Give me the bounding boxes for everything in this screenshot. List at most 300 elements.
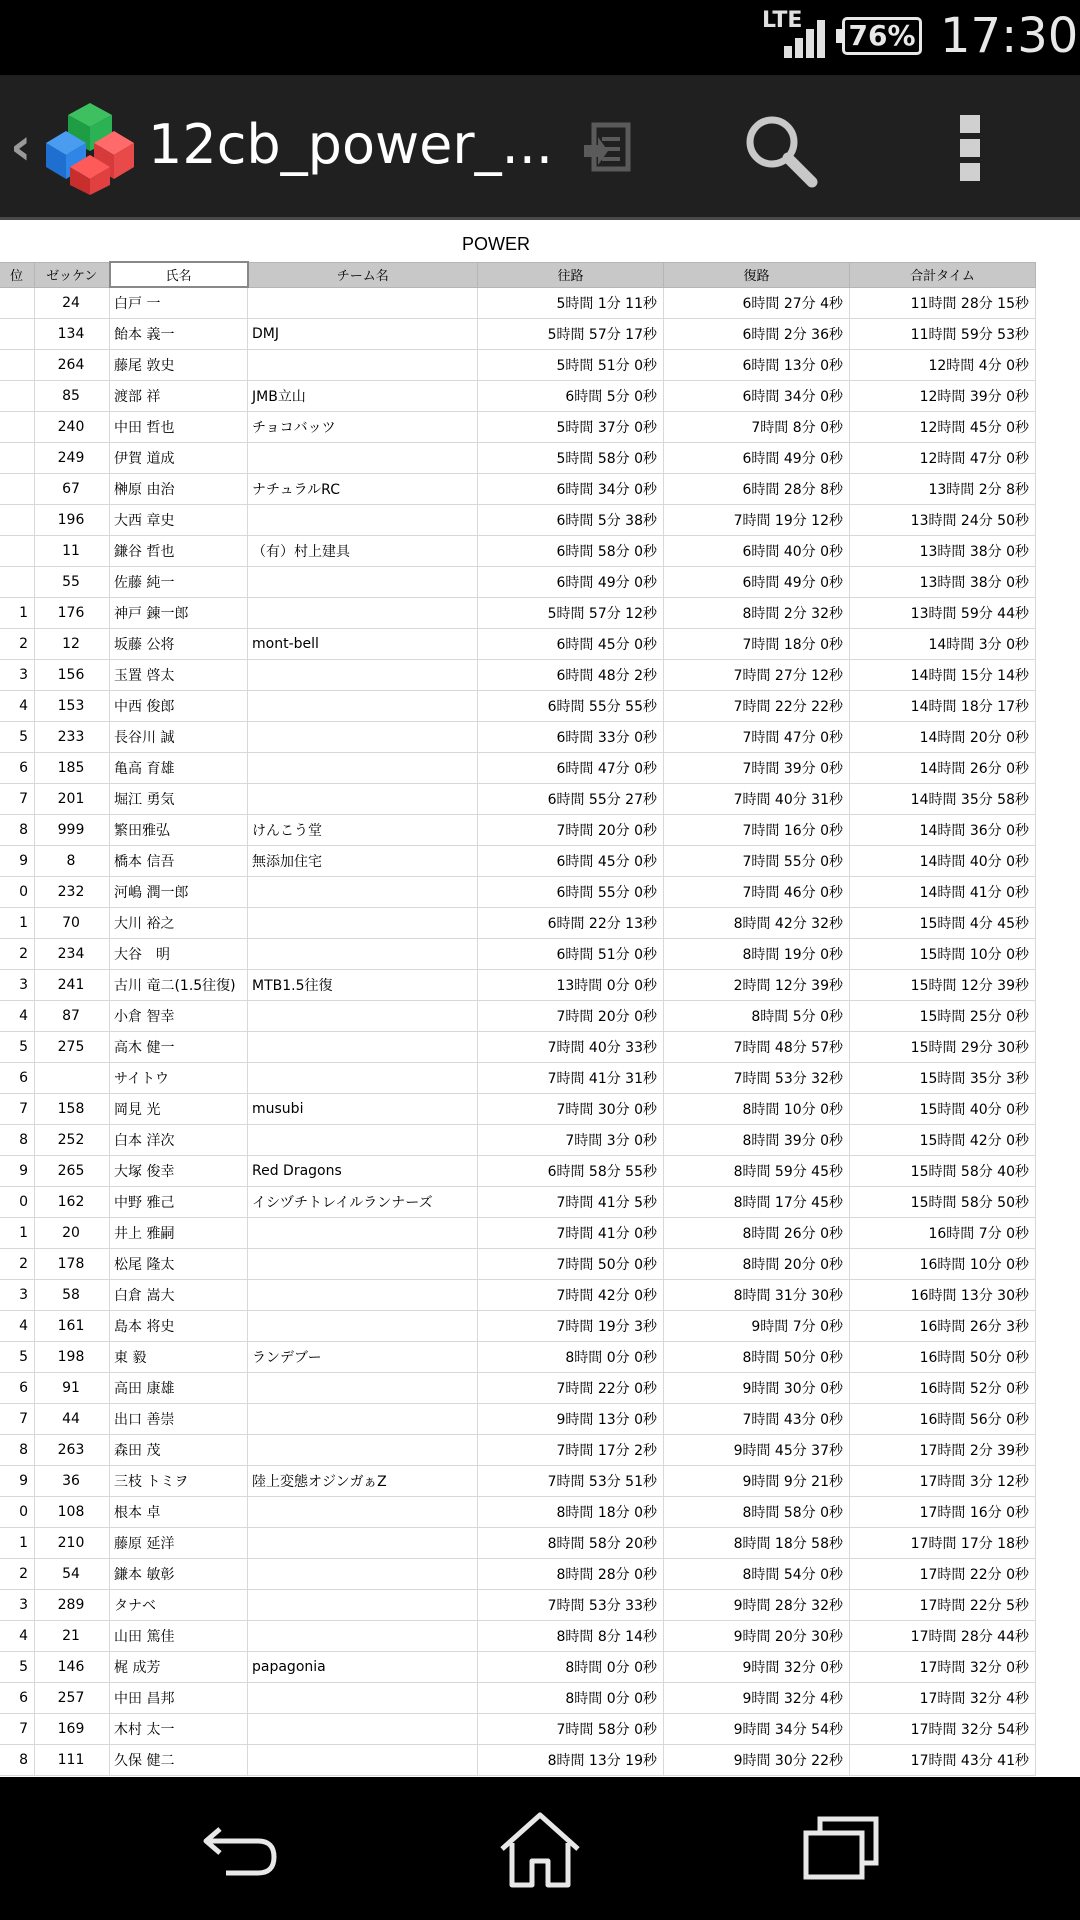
row-bib-cell[interactable]: 196 (35, 505, 110, 536)
row-rank-cell[interactable]: 4 (0, 1001, 35, 1032)
row-bib-cell[interactable]: 108 (35, 1497, 110, 1528)
row-name-cell[interactable]: 河嶋 潤一郎 (110, 877, 248, 908)
row-bib-cell[interactable]: 234 (35, 939, 110, 970)
table-row[interactable] (0, 846, 1036, 877)
row-rank-cell[interactable]: 5 (0, 1652, 35, 1683)
row-team-cell[interactable]: JMB立山 (248, 381, 478, 412)
row-name-cell[interactable]: 橋本 信吾 (110, 846, 248, 877)
row-total-time-cell[interactable]: 17時間 32分 4秒 (850, 1683, 1036, 1714)
row-bib-cell[interactable]: 252 (35, 1125, 110, 1156)
row-name-cell[interactable]: 坂藤 公将 (110, 629, 248, 660)
row-return-time-cell[interactable]: 8時間 50分 0秒 (664, 1342, 850, 1373)
row-total-time-cell[interactable]: 12時間 45分 0秒 (850, 412, 1036, 443)
row-team-cell[interactable] (248, 1311, 478, 1342)
row-return-time-cell[interactable]: 8時間 2分 32秒 (664, 598, 850, 629)
row-total-time-cell[interactable]: 16時間 50分 0秒 (850, 1342, 1036, 1373)
row-name-cell[interactable]: 中田 哲也 (110, 412, 248, 443)
row-team-cell[interactable] (248, 1218, 478, 1249)
row-team-cell[interactable]: DMJ (248, 319, 478, 350)
row-total-time-cell[interactable]: 17時間 22分 5秒 (850, 1590, 1036, 1621)
row-total-time-cell[interactable]: 17時間 32分 0秒 (850, 1652, 1036, 1683)
row-return-time-cell[interactable]: 8時間 59分 45秒 (664, 1156, 850, 1187)
row-outbound-time-cell[interactable]: 6時間 58分 55秒 (478, 1156, 664, 1187)
row-outbound-time-cell[interactable]: 6時間 5分 0秒 (478, 381, 664, 412)
table-row[interactable] (0, 1280, 1036, 1311)
row-rank-cell[interactable]: 7 (0, 1094, 35, 1125)
row-outbound-time-cell[interactable]: 5時間 37分 0秒 (478, 412, 664, 443)
table-row[interactable] (0, 1094, 1036, 1125)
row-team-cell[interactable] (248, 1714, 478, 1745)
table-row[interactable] (0, 1621, 1036, 1652)
row-return-time-cell[interactable]: 8時間 42分 32秒 (664, 908, 850, 939)
row-team-cell[interactable] (248, 1001, 478, 1032)
overflow-menu-icon[interactable] (955, 113, 985, 183)
row-outbound-time-cell[interactable]: 7時間 53分 33秒 (478, 1590, 664, 1621)
up-navigation-icon[interactable]: ‹ (10, 117, 32, 177)
row-outbound-time-cell[interactable]: 7時間 22分 0秒 (478, 1373, 664, 1404)
row-rank-cell[interactable]: 3 (0, 660, 35, 691)
row-team-cell[interactable]: papagonia (248, 1652, 478, 1683)
row-rank-cell[interactable]: 6 (0, 1063, 35, 1094)
row-outbound-time-cell[interactable]: 7時間 41分 5秒 (478, 1187, 664, 1218)
back-icon[interactable] (200, 1807, 284, 1891)
row-rank-cell[interactable]: 9 (0, 1156, 35, 1187)
row-name-cell[interactable]: 藤尾 敦史 (110, 350, 248, 381)
spreadsheet-view[interactable] (0, 220, 1080, 1777)
row-total-time-cell[interactable]: 17時間 28分 44秒 (850, 1621, 1036, 1652)
row-total-time-cell[interactable]: 11時間 59分 53秒 (850, 319, 1036, 350)
row-return-time-cell[interactable]: 8時間 10分 0秒 (664, 1094, 850, 1125)
row-team-cell[interactable] (248, 908, 478, 939)
row-team-cell[interactable] (248, 1435, 478, 1466)
row-return-time-cell[interactable]: 7時間 8分 0秒 (664, 412, 850, 443)
row-outbound-time-cell[interactable]: 6時間 5分 38秒 (478, 505, 664, 536)
row-name-cell[interactable]: 白戸 一 (110, 287, 248, 319)
row-total-time-cell[interactable]: 17時間 22分 0秒 (850, 1559, 1036, 1590)
row-rank-cell[interactable] (0, 287, 35, 319)
row-rank-cell[interactable]: 1 (0, 598, 35, 629)
row-total-time-cell[interactable]: 12時間 47分 0秒 (850, 443, 1036, 474)
row-return-time-cell[interactable]: 8時間 19分 0秒 (664, 939, 850, 970)
row-outbound-time-cell[interactable]: 8時間 13分 19秒 (478, 1745, 664, 1776)
table-row[interactable] (0, 381, 1036, 412)
row-rank-cell[interactable] (0, 381, 35, 412)
table-row[interactable] (0, 1218, 1036, 1249)
row-team-cell[interactable] (248, 877, 478, 908)
table-row[interactable] (0, 598, 1036, 629)
row-name-cell[interactable]: 松尾 隆太 (110, 1249, 248, 1280)
header-outbound[interactable]: 往路 (478, 262, 664, 287)
row-outbound-time-cell[interactable]: 9時間 13分 0秒 (478, 1404, 664, 1435)
row-total-time-cell[interactable]: 15時間 40分 0秒 (850, 1094, 1036, 1125)
row-rank-cell[interactable] (0, 474, 35, 505)
row-return-time-cell[interactable]: 9時間 45分 37秒 (664, 1435, 850, 1466)
row-return-time-cell[interactable]: 7時間 40分 31秒 (664, 784, 850, 815)
row-bib-cell[interactable]: 146 (35, 1652, 110, 1683)
row-return-time-cell[interactable]: 6時間 49分 0秒 (664, 567, 850, 598)
row-rank-cell[interactable]: 9 (0, 1466, 35, 1497)
row-outbound-time-cell[interactable]: 7時間 20分 0秒 (478, 1001, 664, 1032)
row-team-cell[interactable] (248, 691, 478, 722)
row-team-cell[interactable]: けんこう堂 (248, 815, 478, 846)
table-row[interactable] (0, 722, 1036, 753)
row-name-cell[interactable]: 堀江 勇気 (110, 784, 248, 815)
row-return-time-cell[interactable]: 8時間 39分 0秒 (664, 1125, 850, 1156)
row-team-cell[interactable] (248, 1559, 478, 1590)
row-outbound-time-cell[interactable]: 7時間 41分 0秒 (478, 1218, 664, 1249)
row-outbound-time-cell[interactable]: 6時間 55分 27秒 (478, 784, 664, 815)
row-outbound-time-cell[interactable]: 7時間 41分 31秒 (478, 1063, 664, 1094)
row-team-cell[interactable] (248, 1404, 478, 1435)
row-team-cell[interactable] (248, 753, 478, 784)
row-bib-cell[interactable]: 36 (35, 1466, 110, 1497)
row-team-cell[interactable] (248, 722, 478, 753)
row-name-cell[interactable]: 高木 健一 (110, 1032, 248, 1063)
recent-apps-icon[interactable] (800, 1807, 884, 1891)
table-row[interactable] (0, 1435, 1036, 1466)
row-return-time-cell[interactable]: 8時間 54分 0秒 (664, 1559, 850, 1590)
row-name-cell[interactable]: 白本 洋次 (110, 1125, 248, 1156)
table-row[interactable] (0, 1187, 1036, 1218)
row-rank-cell[interactable] (0, 412, 35, 443)
row-bib-cell[interactable]: 178 (35, 1249, 110, 1280)
row-return-time-cell[interactable]: 7時間 19分 12秒 (664, 505, 850, 536)
row-total-time-cell[interactable]: 14時間 40分 0秒 (850, 846, 1036, 877)
row-name-cell[interactable]: 繁田雅弘 (110, 815, 248, 846)
row-team-cell[interactable] (248, 1249, 478, 1280)
row-total-time-cell[interactable]: 12時間 4分 0秒 (850, 350, 1036, 381)
row-outbound-time-cell[interactable]: 7時間 40分 33秒 (478, 1032, 664, 1063)
row-total-time-cell[interactable]: 17時間 3分 12秒 (850, 1466, 1036, 1497)
header-name[interactable]: 氏名 (110, 262, 248, 287)
row-bib-cell[interactable]: 162 (35, 1187, 110, 1218)
row-outbound-time-cell[interactable]: 5時間 57分 12秒 (478, 598, 664, 629)
row-name-cell[interactable]: 中田 昌邦 (110, 1683, 248, 1714)
results-table[interactable] (0, 261, 1036, 1776)
row-return-time-cell[interactable]: 9時間 32分 0秒 (664, 1652, 850, 1683)
row-bib-cell[interactable]: 275 (35, 1032, 110, 1063)
row-bib-cell[interactable]: 201 (35, 784, 110, 815)
table-row[interactable] (0, 536, 1036, 567)
row-outbound-time-cell[interactable]: 5時間 1分 11秒 (478, 287, 664, 319)
row-total-time-cell[interactable]: 14時間 36分 0秒 (850, 815, 1036, 846)
row-team-cell[interactable]: チョコバッツ (248, 412, 478, 443)
row-bib-cell[interactable]: 8 (35, 846, 110, 877)
row-team-cell[interactable] (248, 1032, 478, 1063)
row-return-time-cell[interactable]: 8時間 20分 0秒 (664, 1249, 850, 1280)
row-total-time-cell[interactable]: 17時間 32分 54秒 (850, 1714, 1036, 1745)
row-name-cell[interactable]: 神戸 錬一郎 (110, 598, 248, 629)
row-name-cell[interactable]: 大谷 明 (110, 939, 248, 970)
table-row[interactable] (0, 319, 1036, 350)
row-team-cell[interactable] (248, 350, 478, 381)
table-row[interactable] (0, 1156, 1036, 1187)
row-return-time-cell[interactable]: 7時間 43分 0秒 (664, 1404, 850, 1435)
table-row[interactable] (0, 753, 1036, 784)
row-outbound-time-cell[interactable]: 6時間 48分 2秒 (478, 660, 664, 691)
row-rank-cell[interactable]: 8 (0, 815, 35, 846)
row-total-time-cell[interactable]: 12時間 39分 0秒 (850, 381, 1036, 412)
row-rank-cell[interactable]: 4 (0, 1621, 35, 1652)
row-outbound-time-cell[interactable]: 6時間 33分 0秒 (478, 722, 664, 753)
row-bib-cell[interactable]: 21 (35, 1621, 110, 1652)
row-outbound-time-cell[interactable]: 7時間 3分 0秒 (478, 1125, 664, 1156)
row-outbound-time-cell[interactable]: 6時間 51分 0秒 (478, 939, 664, 970)
row-total-time-cell[interactable]: 13時間 59分 44秒 (850, 598, 1036, 629)
row-bib-cell[interactable]: 70 (35, 908, 110, 939)
row-total-time-cell[interactable]: 17時間 2分 39秒 (850, 1435, 1036, 1466)
row-total-time-cell[interactable]: 14時間 3分 0秒 (850, 629, 1036, 660)
row-bib-cell[interactable]: 233 (35, 722, 110, 753)
row-rank-cell[interactable]: 0 (0, 1497, 35, 1528)
table-row[interactable] (0, 1497, 1036, 1528)
row-rank-cell[interactable]: 1 (0, 1528, 35, 1559)
row-outbound-time-cell[interactable]: 8時間 0分 0秒 (478, 1683, 664, 1714)
row-bib-cell[interactable]: 44 (35, 1404, 110, 1435)
row-bib-cell[interactable]: 24 (35, 287, 110, 319)
row-name-cell[interactable]: 出口 善崇 (110, 1404, 248, 1435)
row-outbound-time-cell[interactable]: 7時間 17分 2秒 (478, 1435, 664, 1466)
row-bib-cell[interactable]: 169 (35, 1714, 110, 1745)
header-team[interactable]: チーム名 (248, 262, 478, 287)
table-row[interactable] (0, 474, 1036, 505)
table-row[interactable] (0, 1125, 1036, 1156)
row-rank-cell[interactable]: 5 (0, 1342, 35, 1373)
table-row[interactable] (0, 1001, 1036, 1032)
row-outbound-time-cell[interactable]: 6時間 45分 0秒 (478, 629, 664, 660)
row-name-cell[interactable]: 島本 将史 (110, 1311, 248, 1342)
row-name-cell[interactable]: 渡部 祥 (110, 381, 248, 412)
row-name-cell[interactable]: サイトウ (110, 1063, 248, 1094)
row-total-time-cell[interactable]: 15時間 10分 0秒 (850, 939, 1036, 970)
table-row[interactable] (0, 1032, 1036, 1063)
row-return-time-cell[interactable]: 9時間 30分 0秒 (664, 1373, 850, 1404)
row-bib-cell[interactable]: 289 (35, 1590, 110, 1621)
row-bib-cell[interactable]: 999 (35, 815, 110, 846)
row-outbound-time-cell[interactable]: 6時間 22分 13秒 (478, 908, 664, 939)
header-total-time[interactable]: 合計タイム (850, 262, 1036, 287)
row-name-cell[interactable]: 小倉 智幸 (110, 1001, 248, 1032)
row-bib-cell[interactable]: 232 (35, 877, 110, 908)
row-rank-cell[interactable]: 2 (0, 629, 35, 660)
row-rank-cell[interactable]: 8 (0, 1745, 35, 1776)
row-outbound-time-cell[interactable]: 6時間 45分 0秒 (478, 846, 664, 877)
row-rank-cell[interactable]: 8 (0, 1435, 35, 1466)
table-row[interactable] (0, 1063, 1036, 1094)
row-total-time-cell[interactable]: 13時間 38分 0秒 (850, 567, 1036, 598)
row-name-cell[interactable]: 榊原 由治 (110, 474, 248, 505)
table-row[interactable] (0, 567, 1036, 598)
row-rank-cell[interactable]: 9 (0, 846, 35, 877)
row-rank-cell[interactable] (0, 536, 35, 567)
row-name-cell[interactable]: 三枝 トミヲ (110, 1466, 248, 1497)
row-total-time-cell[interactable]: 13時間 24分 50秒 (850, 505, 1036, 536)
row-return-time-cell[interactable]: 9時間 30分 22秒 (664, 1745, 850, 1776)
row-total-time-cell[interactable]: 15時間 4分 45秒 (850, 908, 1036, 939)
row-rank-cell[interactable] (0, 319, 35, 350)
row-outbound-time-cell[interactable]: 5時間 57分 17秒 (478, 319, 664, 350)
row-rank-cell[interactable] (0, 567, 35, 598)
row-team-cell[interactable] (248, 1125, 478, 1156)
row-team-cell[interactable]: mont-bell (248, 629, 478, 660)
row-bib-cell[interactable]: 87 (35, 1001, 110, 1032)
row-return-time-cell[interactable]: 8時間 5分 0秒 (664, 1001, 850, 1032)
row-bib-cell[interactable]: 265 (35, 1156, 110, 1187)
row-return-time-cell[interactable]: 8時間 18分 58秒 (664, 1528, 850, 1559)
row-bib-cell[interactable]: 134 (35, 319, 110, 350)
row-outbound-time-cell[interactable]: 7時間 30分 0秒 (478, 1094, 664, 1125)
row-name-cell[interactable]: 木村 太一 (110, 1714, 248, 1745)
row-bib-cell[interactable]: 176 (35, 598, 110, 629)
row-team-cell[interactable]: （有）村上建具 (248, 536, 478, 567)
row-return-time-cell[interactable]: 6時間 28分 8秒 (664, 474, 850, 505)
row-total-time-cell[interactable]: 15時間 42分 0秒 (850, 1125, 1036, 1156)
row-total-time-cell[interactable]: 16時間 26分 3秒 (850, 1311, 1036, 1342)
row-name-cell[interactable]: タナベ (110, 1590, 248, 1621)
table-row[interactable] (0, 350, 1036, 381)
row-team-cell[interactable]: イシヅチトレイルランナーズ (248, 1187, 478, 1218)
row-return-time-cell[interactable]: 7時間 53分 32秒 (664, 1063, 850, 1094)
header-bib[interactable]: ゼッケン (35, 262, 110, 287)
table-row[interactable] (0, 784, 1036, 815)
row-return-time-cell[interactable]: 6時間 2分 36秒 (664, 319, 850, 350)
row-outbound-time-cell[interactable]: 7時間 58分 0秒 (478, 1714, 664, 1745)
row-name-cell[interactable]: 亀高 育雄 (110, 753, 248, 784)
row-rank-cell[interactable]: 6 (0, 1683, 35, 1714)
row-outbound-time-cell[interactable]: 7時間 42分 0秒 (478, 1280, 664, 1311)
row-rank-cell[interactable]: 1 (0, 1218, 35, 1249)
row-rank-cell[interactable]: 6 (0, 753, 35, 784)
row-return-time-cell[interactable]: 8時間 17分 45秒 (664, 1187, 850, 1218)
row-bib-cell[interactable]: 11 (35, 536, 110, 567)
table-row[interactable] (0, 412, 1036, 443)
home-icon[interactable] (498, 1807, 582, 1891)
row-team-cell[interactable]: MTB1.5往復 (248, 970, 478, 1001)
row-name-cell[interactable]: 伊賀 道成 (110, 443, 248, 474)
row-rank-cell[interactable]: 2 (0, 1559, 35, 1590)
table-row[interactable] (0, 970, 1036, 1001)
row-total-time-cell[interactable]: 16時間 56分 0秒 (850, 1404, 1036, 1435)
row-rank-cell[interactable]: 0 (0, 1187, 35, 1218)
row-team-cell[interactable]: musubi (248, 1094, 478, 1125)
row-name-cell[interactable]: 大川 裕之 (110, 908, 248, 939)
row-total-time-cell[interactable]: 14時間 15分 14秒 (850, 660, 1036, 691)
row-bib-cell[interactable]: 210 (35, 1528, 110, 1559)
table-row[interactable] (0, 1528, 1036, 1559)
table-row[interactable] (0, 1683, 1036, 1714)
row-name-cell[interactable]: 古川 竜二(1.5往復) (110, 970, 248, 1001)
row-outbound-time-cell[interactable]: 6時間 47分 0秒 (478, 753, 664, 784)
row-team-cell[interactable]: Red Dragons (248, 1156, 478, 1187)
table-row[interactable] (0, 443, 1036, 474)
row-return-time-cell[interactable]: 7時間 27分 12秒 (664, 660, 850, 691)
row-outbound-time-cell[interactable]: 6時間 55分 0秒 (478, 877, 664, 908)
row-return-time-cell[interactable]: 9時間 28分 32秒 (664, 1590, 850, 1621)
row-total-time-cell[interactable]: 15時間 29分 30秒 (850, 1032, 1036, 1063)
row-bib-cell[interactable]: 241 (35, 970, 110, 1001)
row-rank-cell[interactable]: 4 (0, 1311, 35, 1342)
row-total-time-cell[interactable]: 14時間 35分 58秒 (850, 784, 1036, 815)
document-mode-icon[interactable] (580, 115, 644, 179)
table-row[interactable] (0, 877, 1036, 908)
row-return-time-cell[interactable]: 9時間 34分 54秒 (664, 1714, 850, 1745)
row-team-cell[interactable] (248, 1745, 478, 1776)
row-bib-cell[interactable] (35, 1063, 110, 1094)
row-rank-cell[interactable]: 5 (0, 722, 35, 753)
row-total-time-cell[interactable]: 14時間 18分 17秒 (850, 691, 1036, 722)
table-row[interactable] (0, 505, 1036, 536)
row-name-cell[interactable]: 中野 雅己 (110, 1187, 248, 1218)
row-outbound-time-cell[interactable]: 8時間 28分 0秒 (478, 1559, 664, 1590)
row-rank-cell[interactable]: 7 (0, 784, 35, 815)
row-total-time-cell[interactable]: 13時間 38分 0秒 (850, 536, 1036, 567)
row-total-time-cell[interactable]: 15時間 25分 0秒 (850, 1001, 1036, 1032)
table-row[interactable] (0, 1249, 1036, 1280)
row-team-cell[interactable] (248, 1621, 478, 1652)
row-bib-cell[interactable]: 257 (35, 1683, 110, 1714)
row-total-time-cell[interactable]: 17時間 16分 0秒 (850, 1497, 1036, 1528)
row-outbound-time-cell[interactable]: 8時間 0分 0秒 (478, 1652, 664, 1683)
row-rank-cell[interactable]: 1 (0, 908, 35, 939)
row-outbound-time-cell[interactable]: 8時間 0分 0秒 (478, 1342, 664, 1373)
row-bib-cell[interactable]: 111 (35, 1745, 110, 1776)
header-rank[interactable]: 位 (0, 262, 35, 287)
row-return-time-cell[interactable]: 7時間 48分 57秒 (664, 1032, 850, 1063)
row-team-cell[interactable] (248, 1063, 478, 1094)
row-name-cell[interactable]: 東 毅 (110, 1342, 248, 1373)
row-name-cell[interactable]: 鎌本 敏彰 (110, 1559, 248, 1590)
row-return-time-cell[interactable]: 7時間 47分 0秒 (664, 722, 850, 753)
row-outbound-time-cell[interactable]: 8時間 8分 14秒 (478, 1621, 664, 1652)
row-rank-cell[interactable]: 2 (0, 939, 35, 970)
row-outbound-time-cell[interactable]: 13時間 0分 0秒 (478, 970, 664, 1001)
table-row[interactable] (0, 287, 1036, 319)
row-team-cell[interactable]: ナチュラルRC (248, 474, 478, 505)
row-team-cell[interactable] (248, 1528, 478, 1559)
row-name-cell[interactable]: 根本 卓 (110, 1497, 248, 1528)
row-rank-cell[interactable] (0, 443, 35, 474)
row-name-cell[interactable]: 白倉 嵩大 (110, 1280, 248, 1311)
row-outbound-time-cell[interactable]: 6時間 58分 0秒 (478, 536, 664, 567)
row-outbound-time-cell[interactable]: 8時間 18分 0秒 (478, 1497, 664, 1528)
table-row[interactable] (0, 815, 1036, 846)
row-team-cell[interactable] (248, 567, 478, 598)
row-name-cell[interactable]: 藤原 延洋 (110, 1528, 248, 1559)
row-outbound-time-cell[interactable]: 5時間 58分 0秒 (478, 443, 664, 474)
row-bib-cell[interactable]: 198 (35, 1342, 110, 1373)
table-row[interactable] (0, 629, 1036, 660)
row-return-time-cell[interactable]: 9時間 9分 21秒 (664, 1466, 850, 1497)
row-return-time-cell[interactable]: 6時間 49分 0秒 (664, 443, 850, 474)
row-total-time-cell[interactable]: 15時間 35分 3秒 (850, 1063, 1036, 1094)
row-total-time-cell[interactable]: 16時間 52分 0秒 (850, 1373, 1036, 1404)
header-return[interactable]: 復路 (664, 262, 850, 287)
row-name-cell[interactable]: 岡見 光 (110, 1094, 248, 1125)
row-team-cell[interactable] (248, 287, 478, 319)
row-team-cell[interactable] (248, 1373, 478, 1404)
row-total-time-cell[interactable]: 11時間 28分 15秒 (850, 287, 1036, 319)
app-logo-icon[interactable] (40, 97, 140, 197)
row-outbound-time-cell[interactable]: 6時間 55分 55秒 (478, 691, 664, 722)
table-row[interactable] (0, 1311, 1036, 1342)
row-return-time-cell[interactable]: 7時間 46分 0秒 (664, 877, 850, 908)
row-name-cell[interactable]: 山田 篤佳 (110, 1621, 248, 1652)
row-name-cell[interactable]: 鎌谷 哲也 (110, 536, 248, 567)
row-bib-cell[interactable]: 12 (35, 629, 110, 660)
row-name-cell[interactable]: 大塚 俊幸 (110, 1156, 248, 1187)
row-name-cell[interactable]: 飴本 義一 (110, 319, 248, 350)
row-total-time-cell[interactable]: 15時間 12分 39秒 (850, 970, 1036, 1001)
